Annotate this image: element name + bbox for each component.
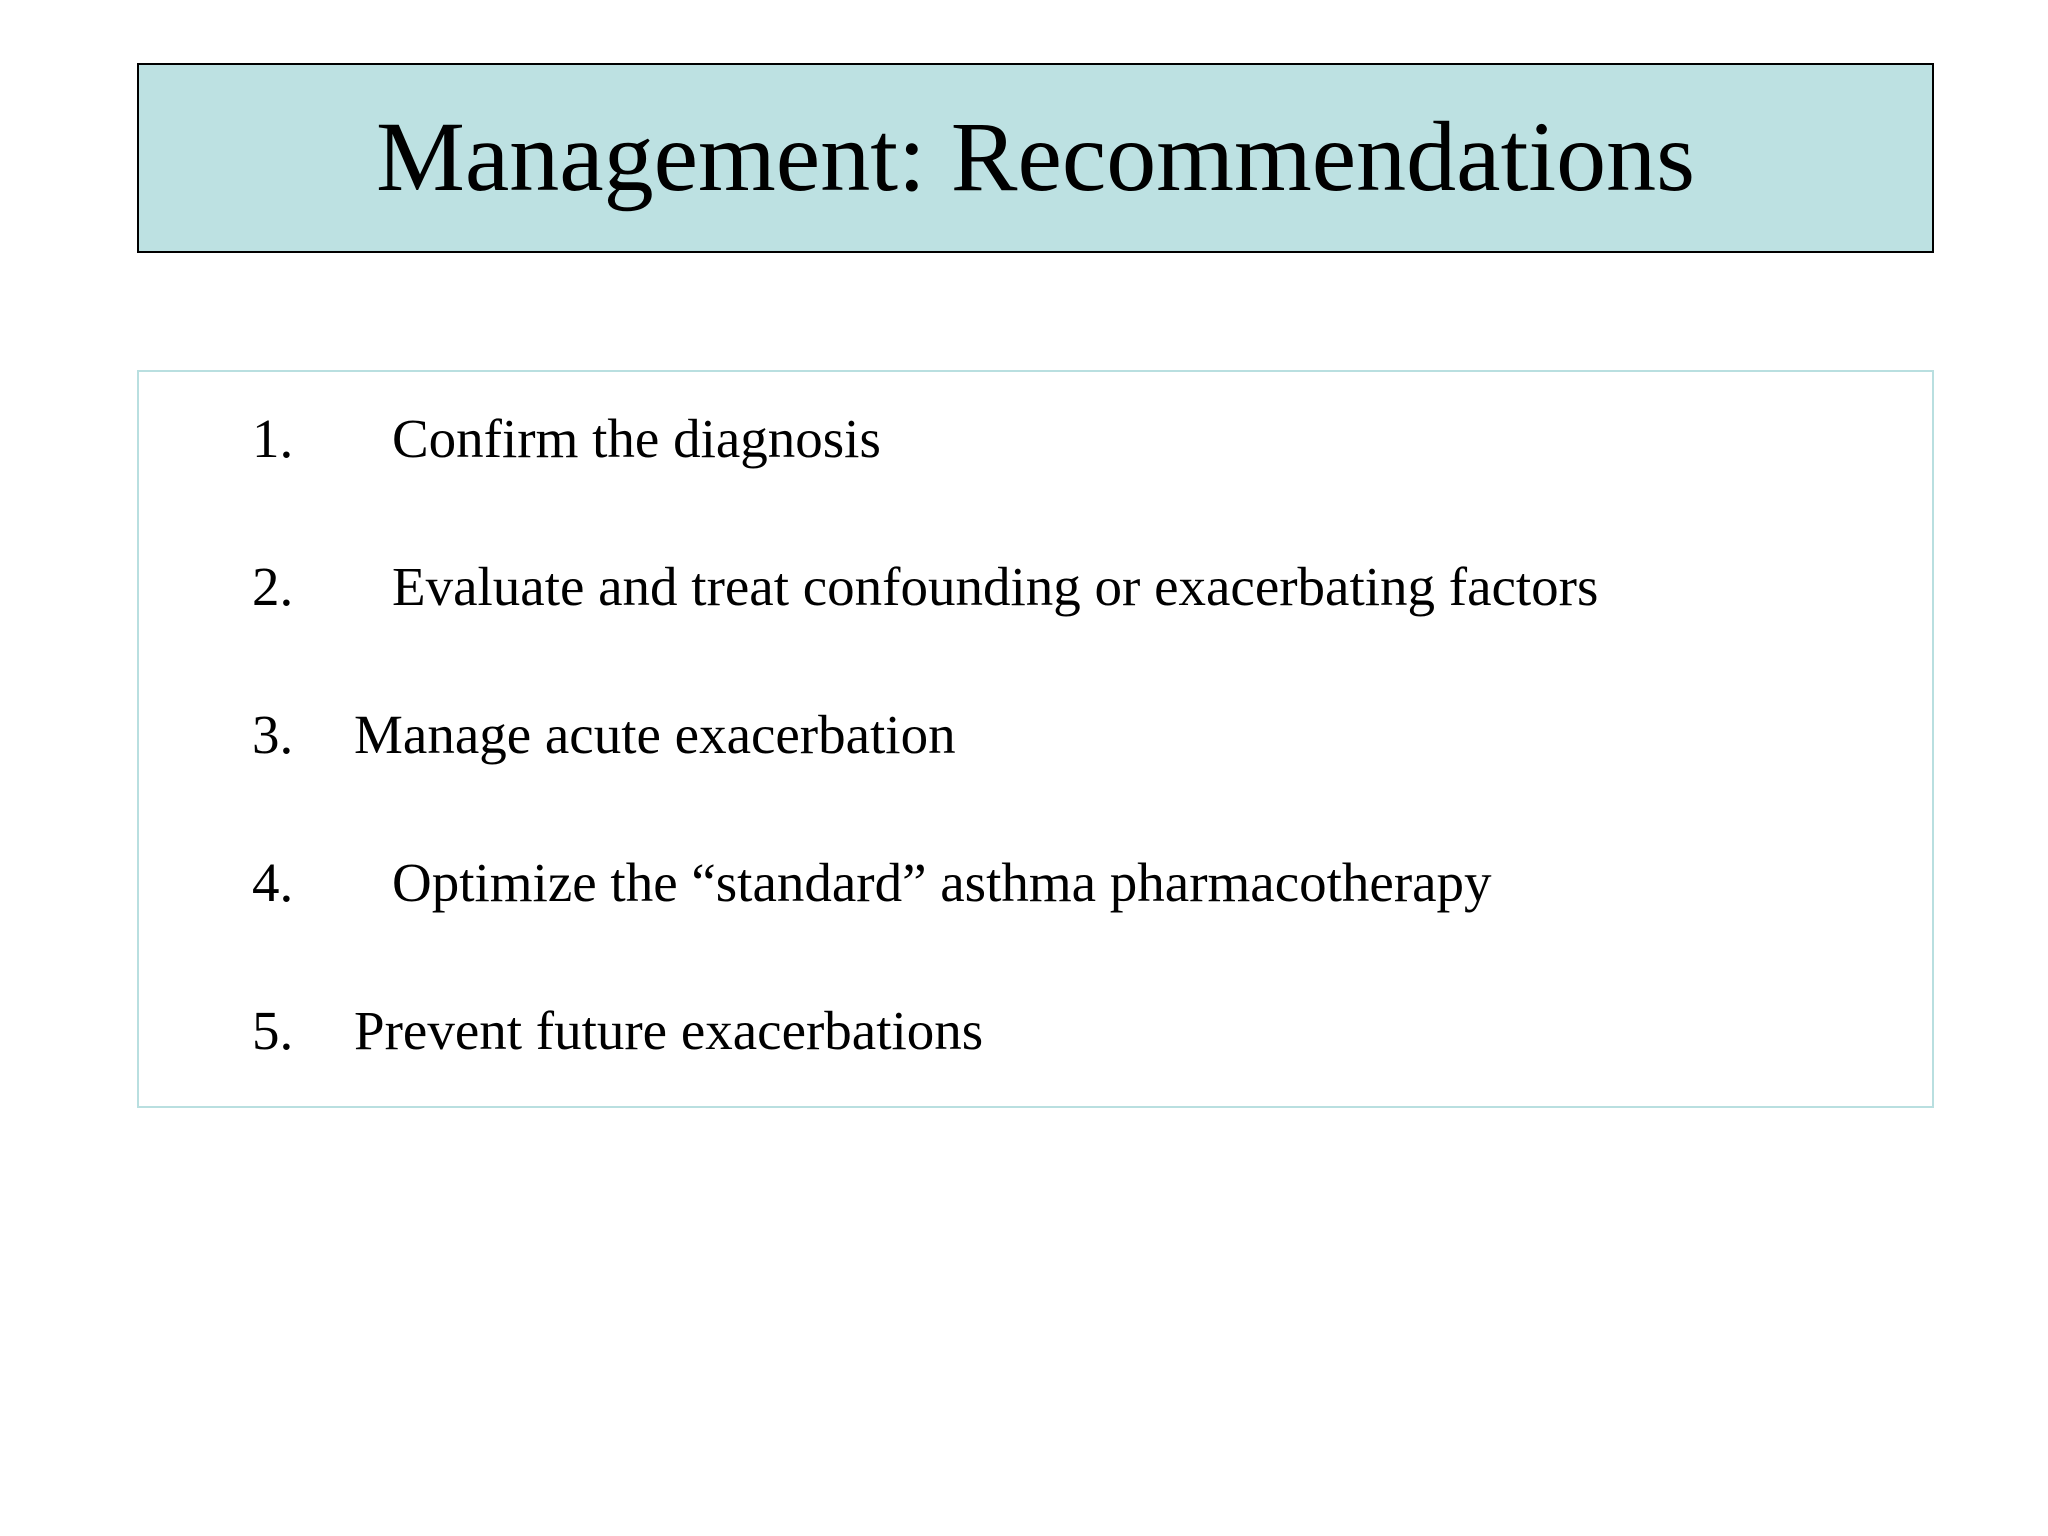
slide-title: Management: Recommendations (375, 101, 1696, 212)
list-item-number: 2. (252, 556, 294, 617)
recommendations-list (137, 370, 1934, 1108)
list-item-number: 5. (252, 1000, 294, 1061)
list-item-number: 4. (252, 852, 294, 913)
list-item (139, 700, 1932, 770)
list-item-text: Manage acute exacerbation (354, 704, 956, 765)
slide-title-box (137, 63, 1934, 253)
list-item (139, 552, 1932, 622)
list-item (139, 996, 1932, 1066)
list-item-number: 3. (252, 704, 294, 765)
list-item (139, 404, 1932, 474)
list-item-text: Prevent future exacerbations (354, 1000, 984, 1061)
list-item-text: Evaluate and treat confounding or exacerbating factors (392, 556, 1599, 617)
list-item (139, 848, 1932, 918)
list-item-text: Confirm the diagnosis (392, 408, 881, 469)
list-item-number: 1. (252, 408, 294, 469)
list-item-text: Optimize the “standard” asthma pharmacotherapy (392, 852, 1492, 913)
